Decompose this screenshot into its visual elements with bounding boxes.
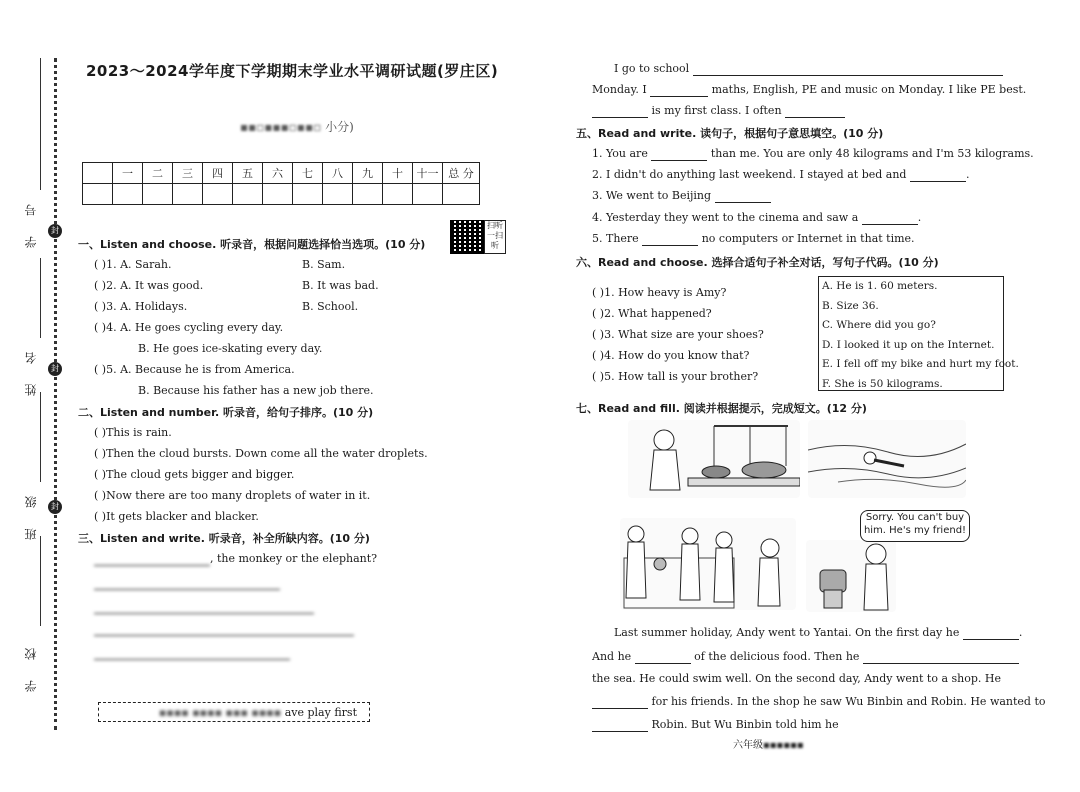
- word-bank-box: ▪▪▪▪ ▪▪▪▪ ▪▪▪ ▪▪▪▪ ave play first: [98, 702, 370, 722]
- score-cell[interactable]: [383, 184, 413, 205]
- seal-icon: 封: [48, 224, 62, 238]
- binding-line: [40, 392, 41, 482]
- s7-passage-3: the sea. He could swim well. On the second day, Andy went to a shop. He: [592, 672, 1002, 685]
- s2-item-5: ( )It gets blacker and blacker.: [94, 510, 259, 523]
- score-header-cell: 九: [353, 163, 383, 184]
- score-cell[interactable]: [353, 184, 383, 205]
- score-cell[interactable]: [263, 184, 293, 205]
- score-header-cell: 六: [263, 163, 293, 184]
- binding-label-name: 姓 名: [24, 344, 38, 396]
- picture-swimming-sea: [808, 420, 966, 498]
- s6-question-5: ( )5. How tall is your brother?: [592, 370, 759, 383]
- s3-line-2: [94, 576, 280, 590]
- s1-item-4-b: B. He goes ice-skating every day.: [138, 342, 323, 355]
- s6-question-4: ( )4. How do you know that?: [592, 349, 750, 362]
- page-subtitle: ▪▪▫▪▪▪▫▪▪▫ 小分): [240, 120, 354, 134]
- score-cell[interactable]: [413, 184, 443, 205]
- binding-line: [40, 536, 41, 626]
- binding-dotted-line: [54, 58, 57, 730]
- s5-item-1: 1. You are than me. You are only 48 kilograms and I'm 53 kilograms.: [592, 147, 1034, 160]
- s3-line-1: , the monkey or the elephant?: [94, 552, 377, 566]
- picture-eating-food: [628, 420, 800, 498]
- s7-passage-5: Robin. But Wu Binbin told him he: [592, 718, 839, 732]
- s2-item-3: ( )The cloud gets bigger and bigger.: [94, 468, 295, 481]
- s1-item-2-b: B. It was bad.: [302, 279, 379, 292]
- s5-item-4: 4. Yesterday they went to the cinema and saw a .: [592, 211, 922, 224]
- score-cell[interactable]: [293, 184, 323, 205]
- section5-heading: 五、Read and write. 读句子，根据句子意思填空。(10 分): [576, 127, 884, 140]
- score-cell[interactable]: [443, 184, 480, 205]
- s7-passage-4: for his friends. In the shop he saw Wu Binbin and Robin. He wanted to: [592, 695, 1046, 709]
- s6-option-b: B. Size 36.: [822, 299, 879, 312]
- section6-heading: 六、Read and choose. 选择合适句子补全对话，写句子代码。(10 分): [576, 256, 939, 269]
- score-cell[interactable]: [143, 184, 173, 205]
- seal-icon: 封: [48, 500, 62, 514]
- section7-heading: 七、Read and fill. 阅读并根据提示，完成短文。(12 分): [576, 402, 867, 415]
- s6-options-box: [818, 276, 1019, 391]
- s1-item-2: ( )2. A. It was good.: [94, 279, 204, 292]
- s3-line-5: [94, 646, 290, 660]
- s7-passage-2: And he of the delicious food. Then he: [592, 650, 1019, 664]
- score-header-cell: 一: [113, 163, 143, 184]
- score-header-cell: 十一: [413, 163, 443, 184]
- score-cell[interactable]: [113, 184, 143, 205]
- s5-item-2: 2. I didn't do anything last weekend. I stayed at bed and .: [592, 168, 970, 181]
- section1-heading: 一、Listen and choose. 听录音，根据问题选择恰当选项。(10 分): [78, 238, 426, 251]
- score-header-cell: 四: [203, 163, 233, 184]
- s6-question-3: ( )3. What size are your shoes?: [592, 328, 764, 341]
- s2-item-2: ( )Then the cloud bursts. Down come all the water droplets.: [94, 447, 428, 460]
- section2-heading: 二、Listen and number. 听录音，给句子排序。(10 分): [78, 406, 374, 419]
- s1-item-5: ( )5. A. Because he is from America.: [94, 363, 295, 376]
- s6-option-e: E. I fell off my bike and hurt my foot.: [822, 358, 1019, 370]
- score-table: [82, 162, 480, 205]
- s2-item-4: ( )Now there are too many droplets of water in it.: [94, 489, 371, 502]
- s2-item-1: ( )This is rain.: [94, 426, 172, 439]
- seal-icon: 封: [48, 362, 62, 376]
- s1-item-1-b: B. Sam.: [302, 258, 346, 271]
- s6-option-c: C. Where did you go?: [822, 319, 936, 331]
- score-header-cell: 二: [143, 163, 173, 184]
- speech-bubble: Sorry. You can't buy him. He's my friend!: [860, 510, 970, 542]
- binding-line: [40, 258, 41, 338]
- s6-question-2: ( )2. What happened?: [592, 307, 712, 320]
- s3-line-4: [94, 622, 354, 636]
- r-line-2: Monday. I maths, English, PE and music on Monday. I like PE best.: [592, 83, 1027, 96]
- score-header-cell: 七: [293, 163, 323, 184]
- score-cell[interactable]: [173, 184, 203, 205]
- s1-item-1: ( )1. A. Sarah.: [94, 258, 172, 271]
- s7-passage-1: Last summer holiday, Andy went to Yantai. On the first day he .: [614, 626, 1023, 639]
- binding-line: [40, 58, 41, 190]
- score-header-cell: 五: [233, 163, 263, 184]
- score-cell[interactable]: [83, 184, 113, 205]
- score-header-cell: 八: [323, 163, 353, 184]
- s5-item-3: 3. We went to Beijing: [592, 189, 771, 203]
- score-header-cell: 三: [173, 163, 203, 184]
- picture-shopping: [620, 518, 796, 610]
- qr-code-icon: [450, 220, 484, 254]
- s6-option-f: F. She is 50 kilograms.: [822, 377, 943, 390]
- page-footer: 六年级▪▪▪▪▪▪: [733, 740, 804, 751]
- score-cell[interactable]: [323, 184, 353, 205]
- s1-item-3-b: B. School.: [302, 300, 359, 313]
- s3-line-3: [94, 600, 314, 614]
- r-line-1: I go to school: [614, 62, 1003, 76]
- s6-option-a: A. He is 1. 60 meters.: [822, 280, 938, 292]
- s6-question-1: ( )1. How heavy is Amy?: [592, 286, 727, 299]
- picture-robot-friend: [806, 540, 896, 612]
- s1-item-5-b: B. Because his father has a new job there.: [138, 384, 374, 397]
- page-title: 2023～2024学年度下学期期末学业水平调研试题(罗庄区): [86, 62, 499, 80]
- score-header-cell: [83, 163, 113, 184]
- binding-label-school: 学 校: [24, 640, 38, 692]
- section3-heading: 三、Listen and write. 听录音，补全所缺内容。(10 分): [78, 532, 370, 545]
- score-cell[interactable]: [233, 184, 263, 205]
- s5-item-5: 5. There no computers or Internet in that time.: [592, 232, 915, 245]
- binding-label-student-id: 学 号: [24, 196, 38, 248]
- r-line-3: is my first class. I often: [592, 104, 845, 118]
- score-cell[interactable]: [203, 184, 233, 205]
- s1-item-3: ( )3. A. Holidays.: [94, 300, 188, 313]
- s6-option-d: D. I looked it up on the Internet.: [822, 338, 995, 351]
- qr-tag: 扫听一扫听: [484, 220, 506, 254]
- score-header-cell: 十: [383, 163, 413, 184]
- s1-item-4: ( )4. A. He goes cycling every day.: [94, 321, 284, 334]
- score-header-cell: 总 分: [443, 163, 480, 184]
- binding-label-class: 班 级: [24, 488, 38, 540]
